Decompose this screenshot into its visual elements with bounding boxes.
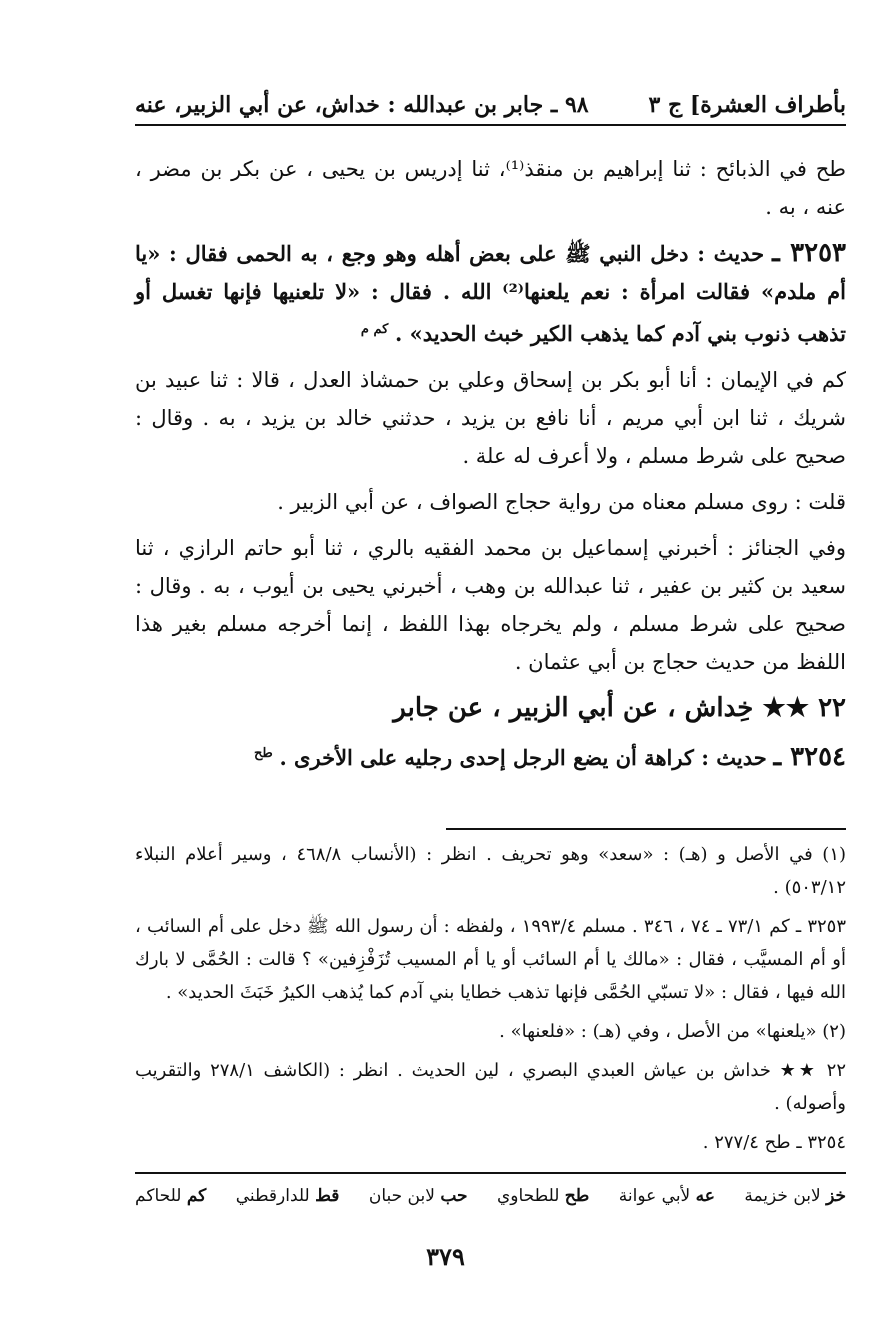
footnote-2: (٢) «يلعنها» من الأصل ، وفي (هـ) : «فلعنها» . xyxy=(499,1021,846,1042)
running-header xyxy=(135,72,846,126)
page-number: ٣٧٩ xyxy=(426,1242,465,1271)
footnote-3253: ٣٢٥٣ ـ كم ٧٣/١ ـ ٧٤ ، ٣٤٦ . مسلم ١٩٩٣/٤ ، ولفظه : أن رسول الله ﷺ دخل على أم السائب ، أو أم المسيَّب ، فقال : «مالك يا أم السائب أو يا أم المسيب تُزَفْزِفين» ؟ قالت : الحُمَّى لا بارك الله فيها ، فقال : «لا تسبّي الحُمَّى فإنها تذهب خطايا بني آدم كما يُذهب الكيرُ خَبَثَ الحديد» . xyxy=(135,916,846,1003)
header-chapter: ٩٨ ـ جابر بن عبدالله : خداش، عن أبي الزبير، عنه xyxy=(135,92,589,118)
source-marker-3253: كم م xyxy=(360,322,389,337)
footnote-divider xyxy=(446,828,846,830)
paragraph-janaiz: وفي الجنائز : أخبرني إسماعيل بن محمد الفقيه بالري ، ثنا أبو حاتم الرازي ، ثنا سعيد بن كثير بن عفير ، ثنا عبدالله بن وهب ، أخبرني يحيى بن أيوب ، به . وقال : صحيح على شرط مسلم ، ولم يخرجاه بهذا اللفظ ، إنما أخرجه مسلم بغير هذا اللفظ من حديث حجاج بن أبي عثمان . xyxy=(135,536,846,674)
section-heading-22: ٢٢ ★★ خِداش ، عن أبي الزبير ، عن جابر xyxy=(393,693,846,723)
hadith-number-3254: ٣٢٥٤ ـ xyxy=(773,742,846,772)
abbrev-item: عه لأبي عوانة xyxy=(618,1186,715,1206)
hadith-text-3253: حديث : دخل النبي ﷺ على بعض أهله وهو وجع ، به الحمى فقال : «يا أم ملدم» فقالت امرأة : نعم يلعنها⁽²⁾ الله . فقال : «لا تلعنيها فإنها تغسل أو تذهب ذنوب بني آدم كما يذهب الكير خبث الحديد» . xyxy=(135,241,846,346)
bottom-divider xyxy=(135,1172,846,1174)
footnotes xyxy=(135,838,846,1165)
paragraph-tahawi-dhabaih: طح في الذبائح : ثنا إبراهيم بن منقذ⁽¹⁾، ثنا إدريس بن يحيى ، عن بكر بن مضر ، عنه ، به . xyxy=(135,157,846,219)
hadith-3254 xyxy=(135,735,846,777)
footnote-1: (١) في الأصل و (هـ) : «سعد» وهو تحريف . انظر : (الأنساب ٤٦٨/٨ ، وسير أعلام النبلاء ٥٠٣/١٢) . xyxy=(135,844,847,898)
abbrev-item: خز لابن خزيمة xyxy=(744,1186,846,1206)
abbrev-item: كم للحاكم xyxy=(135,1186,207,1206)
paragraph-hakim-iman: كم في الإيمان : أنا أبو بكر بن إسحاق وعلي بن حمشاذ العدل ، قالا : ثنا عبيد بن شريك ، ثنا ابن أبي مريم ، أنا نافع بن يزيد ، حدثني خالد بن يزيد ، به . وقال : صحيح على شرط مسلم ، ولا أعرف له علة . xyxy=(135,368,846,468)
abbreviation-key xyxy=(135,1186,846,1206)
abbrev-item: طح للطحاوي xyxy=(496,1186,590,1206)
abbrev-item: حب لابن حبان xyxy=(368,1186,468,1206)
abbrev-item: قط للدارقطني xyxy=(235,1186,340,1206)
hadith-3253 xyxy=(135,234,846,353)
hadith-number-3253: ٣٢٥٣ ـ xyxy=(772,238,847,268)
hadith-text-3254: حديث : كراهة أن يضع الرجل إحدى رجليه على الأخرى . xyxy=(279,745,767,770)
source-marker-3254: طح xyxy=(254,746,273,761)
paragraph-qultu: قلت : روى مسلم معناه من رواية حجاج الصواف ، عن أبي الزبير . xyxy=(277,490,846,514)
main-text xyxy=(135,150,846,785)
footnote-3254: ٣٢٥٤ ـ طح ٢٧٧/٤ . xyxy=(702,1132,846,1153)
header-book-volume: بأطراف العشرة] ج ٣ xyxy=(648,92,846,118)
footnote-22: ٢٢ ★★ خداش بن عياش العبدي البصري ، لين الحديث . انظر : (الكاشف ٢٧٨/١ والتقريب وأصوله) . xyxy=(135,1060,846,1114)
